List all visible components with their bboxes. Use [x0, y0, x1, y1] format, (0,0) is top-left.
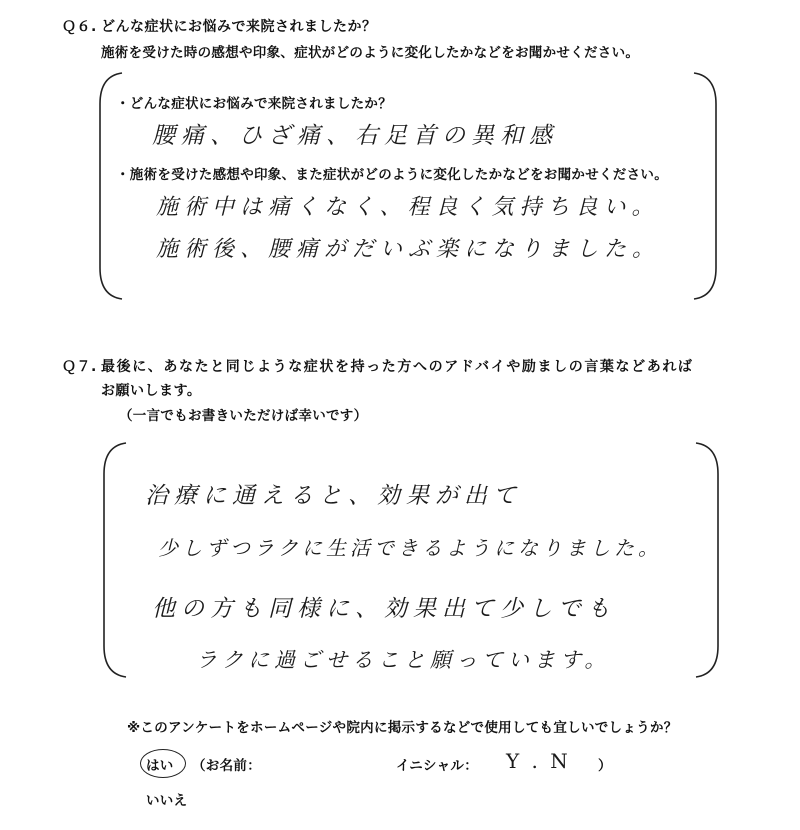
close-paren: ）: [598, 758, 612, 774]
q7-title-line2: お願いします。: [101, 383, 202, 399]
q7-left-bracket: [100, 440, 130, 680]
name-label: （お名前：: [192, 758, 261, 774]
consent-no-option[interactable]: いいえ: [146, 793, 188, 809]
q6-title: どんな症状にお悩みで来院されましたか？: [101, 19, 377, 35]
q6-subtitle: 施術を受けた時の感想や印象、症状がどのように変化したかなどをお聞かせください。: [101, 45, 640, 61]
q6-number: Ｑ６.: [62, 19, 97, 35]
initial-label: イニシャル：: [396, 758, 478, 774]
q6-right-bracket: [690, 70, 720, 302]
q6-answer-symptoms: 腰痛、ひざ痛、右足首の異和感: [152, 123, 558, 149]
q6-prompt-symptoms: ・どんな症状にお悩みで来院されましたか？: [116, 96, 392, 112]
q7-note: （一言でもお書きいただけば幸いです）: [119, 408, 368, 424]
initial-value[interactable]: Y . N: [506, 749, 571, 773]
q7-answer-line1: 治療に通えると、効果が出て: [145, 483, 522, 509]
q7-title: 最後に、あなたと同じような症状を持った方へのアドバイや励ましの言葉などあれば: [101, 359, 694, 375]
consent-yes-option[interactable]: はい: [146, 758, 174, 774]
consent-question: ※このアンケートをホームページや院内に掲示するなどで使用しても宜しいでしょうか？: [127, 720, 678, 736]
q6-prompt-impressions: ・施術を受けた感想や印象、また症状がどのように変化したかなどをお聞かせください。: [116, 167, 668, 183]
q7-answer-line4: ラクに過ごせること願っています。: [196, 648, 611, 672]
q7-answer-line3: 他の方も同様に、効果出て少しでも: [152, 596, 616, 622]
q7-answer-line2: 少しずつラクに生活できるようになりました。: [158, 536, 662, 560]
q7-number: Ｑ７.: [62, 359, 97, 375]
q6-answer-impressions-line2: 施術後、腰痛がだいぶ楽になりました。: [156, 237, 661, 262]
q6-answer-impressions-line1: 施術中は痛くなく、程良く気持ち良い。: [156, 195, 660, 220]
q7-right-bracket: [692, 440, 722, 680]
